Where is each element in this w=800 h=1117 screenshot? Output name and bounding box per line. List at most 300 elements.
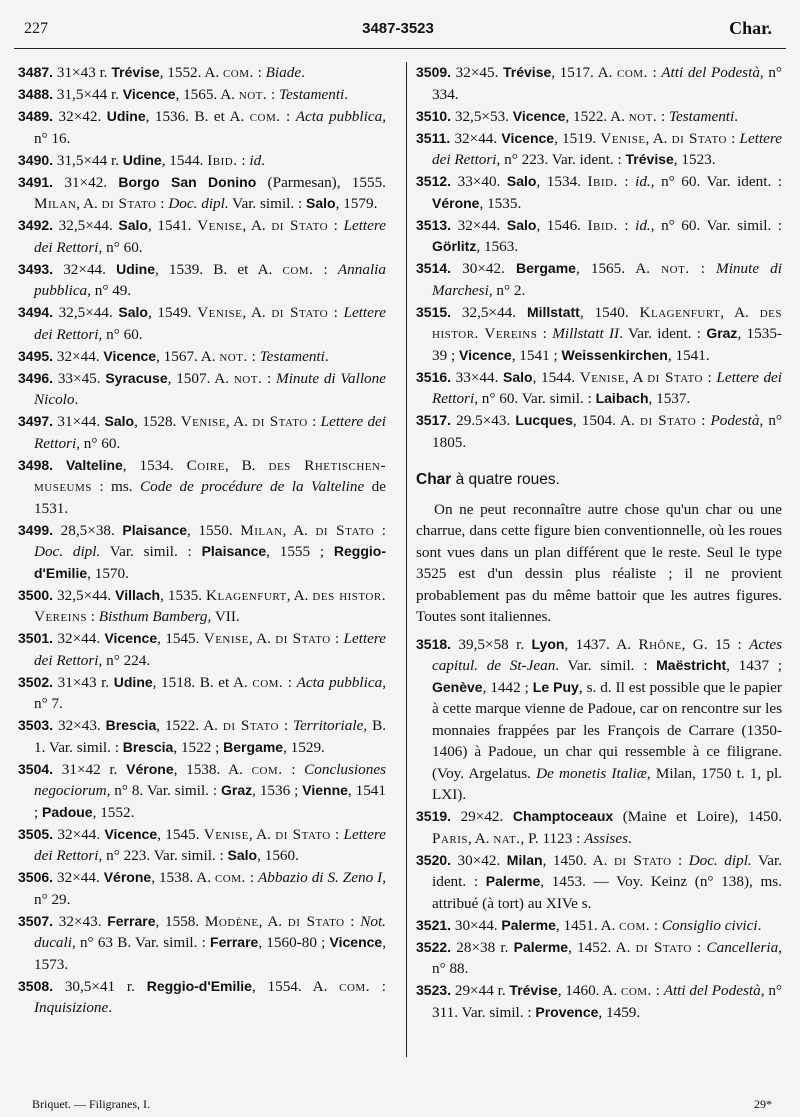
place-name: Villach: [115, 586, 161, 603]
entry-text: , 1507. A.: [167, 369, 234, 387]
left-column: [18, 62, 386, 1019]
entry-text: .: [757, 916, 762, 934]
entry-text: , n° 8. Var. simil. :: [106, 782, 222, 799]
entry-text: . Var. simil. :: [555, 657, 657, 674]
catalog-entry: [18, 84, 386, 106]
entry-text: :: [702, 368, 717, 386]
entry-text: , A: [624, 368, 648, 386]
entry-text: , n° 60. Var. simil. :: [474, 390, 596, 407]
entry-text: , P. 1123 :: [520, 829, 585, 847]
entry-text: Var. simil. :: [228, 195, 307, 212]
source-title: Testamenti: [668, 107, 735, 125]
entry-text: 32,5×44.: [58, 217, 119, 234]
place-name: Ferrare: [210, 934, 259, 950]
source-title: Millstatt II: [552, 325, 620, 342]
entry-text: :: [651, 982, 664, 999]
place-name: Maëstricht: [656, 657, 727, 673]
archive-abbrev: di Stato: [222, 717, 279, 734]
entry-text: , 1538. A.: [173, 760, 252, 778]
entry-number: 3501.: [18, 630, 54, 646]
entry-number: 3497.: [18, 413, 54, 429]
entry-text: , n° 2.: [488, 281, 526, 299]
entry-text: 32×44.: [57, 630, 105, 647]
archive-abbrev: Venise: [197, 304, 243, 321]
entry-number: 3518.: [416, 635, 452, 652]
entry-text: 30×44.: [454, 916, 502, 934]
entry-number: 3500.: [18, 586, 54, 603]
source-title: Not. ducali: [34, 912, 386, 951]
entry-number: 3513.: [416, 216, 452, 233]
entry-text: :: [726, 129, 740, 147]
entry-text: , A.: [468, 829, 494, 847]
entry-text: , n° 49.: [87, 282, 132, 299]
entry-number: 3492.: [18, 217, 54, 233]
place-name: Trévise: [509, 982, 558, 998]
entry-text: , 1442 ;: [482, 678, 533, 696]
entry-range: 3487-3523: [362, 20, 434, 37]
entry-text: , A.: [286, 586, 313, 604]
archive-abbrev: des histor. Vereins: [34, 586, 387, 625]
place-name: Salo: [506, 173, 537, 189]
entry-text: .: [344, 86, 349, 103]
entry-number: 3509.: [416, 64, 452, 80]
place-name: Laibach: [595, 390, 649, 406]
entry-text: , n° 224.: [98, 651, 151, 669]
place-name: Le Puy: [532, 678, 579, 695]
place-name: Milan: [506, 851, 543, 868]
entry-text: .: [74, 391, 79, 408]
archive-abbrev: di Stato: [275, 825, 331, 843]
source-title: Lettere dei Rettori: [34, 304, 386, 343]
entry-text: 32×44.: [454, 129, 502, 147]
entry-text: .: [261, 151, 266, 169]
archive-abbrev: com.: [214, 869, 246, 886]
place-name: Reggio-d'Emilie: [34, 543, 386, 581]
archive-abbrev: com.: [619, 916, 651, 934]
entry-text: , 1451. A.: [555, 916, 620, 934]
entry-text: , 1517. A.: [551, 64, 617, 81]
entry-number: 3488.: [18, 86, 54, 102]
archive-abbrev: Venise: [579, 368, 625, 386]
place-name: Provence: [535, 1003, 599, 1020]
entry-text: .: [301, 64, 305, 81]
source-title: Abbazio di S. Zeno I: [257, 869, 383, 886]
source-title: Podestà: [710, 412, 760, 429]
place-name: Padoue: [42, 803, 93, 820]
entry-text: 32,5×44.: [57, 586, 116, 604]
entry-number: 3506.: [18, 869, 54, 885]
archive-abbrev: Venise: [180, 413, 226, 430]
entry-text: : ms.: [91, 478, 140, 495]
catalog-entry: [416, 410, 782, 453]
catalog-entry: [18, 411, 386, 454]
archive-abbrev: di Stato: [252, 413, 308, 430]
source-title: Biade: [265, 64, 302, 81]
entry-number: 3496.: [18, 369, 54, 386]
archive-abbrev: des histor. Vereins: [432, 303, 782, 342]
entry-number: 3522.: [416, 938, 452, 955]
catalog-entry: [18, 976, 386, 1019]
entry-text: , 1535-39 ;: [432, 325, 782, 364]
archive-abbrev: com.: [621, 982, 652, 999]
entry-text: 29×42.: [460, 808, 513, 825]
entry-text: 31,5×44 r.: [56, 86, 123, 103]
place-name: Weissenkirchen: [561, 346, 668, 363]
entry-text: , 1558.: [155, 912, 205, 930]
entry-text: , 1544.: [532, 368, 580, 386]
place-name: Salo: [118, 217, 148, 233]
source-title: Lettere dei Rettori: [432, 368, 782, 407]
archive-abbrev: di Stato: [647, 368, 703, 386]
archive-abbrev: com.: [249, 108, 281, 125]
entry-text: :: [657, 107, 669, 125]
entry-number: 3516.: [416, 368, 452, 385]
entry-text: , s. d. Il est possible que le papier à cette marque vienne de Padoue, car on rencontre sur les monnaies frappées par les François de Carrare (1350-1406) à Padoue, un char qui ressemble à ce filigrane. (Voy. Argelatus.: [432, 678, 782, 782]
catalog-entry: [18, 715, 386, 758]
place-name: Lucques: [515, 412, 573, 428]
entry-text: 32×44.: [457, 216, 507, 234]
archive-abbrev: not.: [219, 347, 248, 365]
entry-text: , 1546.: [536, 216, 588, 234]
entry-text: 32×43.: [57, 717, 106, 734]
entry-text: , 1563.: [476, 238, 519, 255]
entry-number: 3503.: [18, 717, 54, 733]
entry-text: , A.: [225, 413, 253, 430]
entry-text: , A.: [720, 303, 760, 321]
entry-text: , 1544.: [161, 151, 208, 169]
entry-text: :: [537, 325, 553, 342]
archive-abbrev: com.: [616, 64, 648, 81]
right-column: [416, 62, 782, 1024]
entry-text: 32×42.: [58, 108, 107, 125]
archive-abbrev: Modène: [204, 912, 259, 930]
entry-text: :: [278, 717, 293, 734]
entry-text: , 1541 ;: [34, 782, 386, 821]
entry-number: 3505.: [18, 825, 54, 842]
entry-number: 3495.: [18, 347, 54, 364]
entry-text: 31,5×44 r.: [56, 151, 123, 169]
entry-text: , 1453. — Voy. Keinz (n° 138), ms. attribué (à tort) au XIVe s.: [432, 873, 782, 912]
place-name: Graz: [221, 782, 253, 798]
archive-abbrev: Ibid.: [587, 216, 618, 234]
entry-number: 3520.: [416, 851, 452, 868]
entry-text: 30×42.: [457, 851, 507, 869]
entry-text: 28×38 r.: [456, 938, 514, 956]
entry-text: , n° 16.: [34, 108, 386, 147]
archive-abbrev: di Stato: [275, 630, 331, 647]
entry-text: :: [691, 938, 707, 956]
place-name: Palerme: [501, 916, 556, 933]
entry-text: :: [374, 521, 387, 539]
entry-text: 29×44 r.: [454, 982, 510, 999]
entry-text: :: [282, 760, 305, 778]
source-title: Doc. dipl.: [688, 851, 752, 869]
source-title: Acta pubblica: [295, 108, 383, 125]
source-title: Acta pubblica: [296, 673, 383, 691]
entry-text: , 1560.: [257, 847, 299, 864]
place-name: Udine: [106, 108, 146, 124]
entry-text: , A.: [282, 521, 316, 539]
archive-abbrev: Ibid.: [587, 173, 618, 190]
archive-abbrev: not.: [233, 369, 263, 387]
source-title: id: [249, 151, 262, 169]
place-name: Syracuse: [105, 369, 168, 386]
entry-text: , A.: [645, 129, 672, 147]
entry-text: , A.: [76, 195, 102, 212]
entry-text: , n° 60.: [98, 325, 143, 343]
entry-number: 3523.: [416, 982, 452, 998]
entry-text: . Var. ident. :: [619, 325, 707, 342]
place-name: Plaisance: [201, 543, 267, 559]
entry-number: 3508.: [18, 977, 54, 994]
entry-text: , 1570.: [87, 564, 129, 582]
entry-text: :: [313, 260, 338, 278]
entry-text: .: [324, 347, 329, 365]
catalog-entry: [18, 259, 386, 302]
entry-text: , n° 63 B. Var. simil. :: [71, 934, 211, 951]
catalog-entry: [18, 346, 386, 368]
entry-text: 28,5×38.: [60, 521, 123, 539]
entry-text: :: [671, 851, 689, 869]
entry-text: , 1560-80 ;: [258, 934, 330, 951]
archive-abbrev: Venise: [203, 825, 249, 843]
place-name: Vicence: [122, 86, 176, 102]
catalog-entry: [18, 672, 386, 715]
entry-text: (Maine et Loire), 1450.: [613, 808, 783, 825]
place-name: Vicence: [459, 346, 512, 363]
archive-abbrev: com.: [339, 977, 370, 995]
source-title: id.: [635, 173, 651, 190]
entry-text: , G. 15 :: [681, 635, 750, 653]
entry-text: :: [86, 608, 99, 625]
subheading-rest: à quatre roues.: [451, 471, 560, 488]
entry-text: , B.: [224, 456, 269, 474]
source-title: Doc. dipl.: [168, 195, 229, 212]
archive-abbrev: Venise: [600, 129, 646, 147]
entry-text: , 1550.: [187, 521, 241, 539]
archive-abbrev: di Stato: [640, 412, 697, 429]
entry-number: 3498.: [18, 456, 54, 473]
catalog-entry: [18, 215, 386, 258]
entry-text: :: [280, 108, 296, 125]
entry-number: 3504.: [18, 760, 54, 777]
entry-text: 33×40.: [457, 173, 507, 190]
source-title: Annalia pubblica: [34, 260, 386, 299]
archive-abbrev: Klagenfurt: [639, 303, 721, 321]
entry-text: , 1554. A.: [251, 977, 340, 995]
entry-text: :: [330, 825, 344, 843]
place-name: Graz: [706, 325, 738, 341]
place-name: Vicence: [512, 107, 566, 124]
entry-text: , 1518. B. et A.: [152, 673, 253, 691]
place-name: Brescia: [105, 717, 157, 733]
entry-text: , 1504. A.: [572, 412, 640, 429]
place-name: Vérone: [432, 194, 480, 211]
entry-text: , 1549.: [148, 304, 198, 321]
entry-text: , 1450. A.: [542, 851, 614, 869]
entry-text: , 1437. A.: [564, 635, 639, 653]
entry-number: 3491.: [18, 173, 54, 190]
entry-number: 3515.: [416, 303, 452, 320]
place-name: Görlitz: [432, 238, 477, 254]
source-title: Bisthum Bamberg: [98, 608, 208, 625]
catalog-entry: [18, 759, 386, 824]
entry-text: Var. simil. :: [100, 543, 202, 560]
entry-number: 3521.: [416, 916, 452, 933]
place-name: Udine: [116, 260, 155, 277]
entry-text: :: [647, 64, 662, 81]
entry-text: :: [617, 173, 636, 190]
entry-text: , 1459.: [598, 1003, 641, 1021]
entry-text: , 1552. A.: [159, 64, 223, 81]
source-title: Atti del Podestà: [663, 982, 761, 999]
entry-text: , A.: [242, 217, 272, 234]
place-name: Brescia: [122, 738, 174, 755]
intro-paragraph: On ne peut reconnaître autre chose qu'un char ou une charrue, dans cette figure bien conventionnelle, où les roues sont vues dans un plan différent que le reste. Seul le type 3525 est d'un dessin plus réaliste ; il ne provient probablement pas du même battoir que les autres figures. Toutes sont italiennes.: [416, 500, 782, 625]
entry-text: 32,5×44.: [461, 303, 527, 321]
entry-text: , 1565. A.: [175, 86, 239, 103]
entry-text: , 1534.: [536, 173, 588, 190]
source-title: Code de procédure de la Valteline: [140, 478, 365, 495]
place-name: Palerme: [513, 938, 569, 955]
entry-text: , A.: [248, 825, 276, 843]
entry-number: 3517.: [416, 412, 452, 428]
place-name: Salo: [506, 216, 537, 233]
entry-text: de 1531.: [34, 478, 386, 517]
entry-text: , 1541.: [148, 217, 198, 234]
entry-text: , 1523.: [673, 151, 716, 168]
source-title: Actes capitul. de St-Jean: [432, 635, 782, 674]
header-rule: [14, 48, 786, 49]
entry-text: , n° 29.: [34, 869, 386, 908]
archive-abbrev: di Stato: [101, 195, 157, 212]
entry-text: :: [696, 412, 711, 429]
entry-number: 3493.: [18, 260, 54, 277]
entry-text: , A.: [258, 912, 288, 930]
place-name: Trévise: [503, 64, 552, 80]
source-title: Lettere dei Rettori: [34, 630, 386, 669]
entry-text: 32,5×53.: [454, 107, 513, 125]
entry-text: , n° 223. Var. ident. :: [496, 151, 626, 168]
place-name: Vérone: [103, 869, 152, 885]
entry-number: 3512.: [416, 173, 452, 189]
column-divider: [406, 62, 407, 1057]
source-title: Testamenti: [279, 86, 345, 103]
entry-number: 3519.: [416, 808, 452, 824]
place-name: Salo: [118, 304, 148, 320]
entry-number: 3511.: [416, 129, 451, 146]
place-name: Udine: [113, 673, 153, 690]
entry-text: , 1535.: [479, 194, 522, 212]
entry-text: , n° 60. Var. simil. :: [650, 216, 783, 234]
entry-text: :: [617, 216, 636, 234]
place-name: Lyon: [531, 635, 565, 652]
catalog-entry: [18, 106, 386, 149]
archive-abbrev: com.: [251, 760, 283, 778]
entry-text: :: [307, 413, 321, 430]
entry-text: , B. 1. Var. simil. :: [34, 717, 386, 756]
entry-text: , 1538. A.: [151, 869, 215, 886]
place-name: Vienne: [302, 782, 348, 798]
place-name: Palerme: [485, 873, 541, 889]
place-name: Borgo San Donino: [118, 173, 257, 190]
source-title: Conclusiones negociorum: [34, 760, 386, 799]
entry-text: , 1452. A.: [568, 938, 636, 956]
entry-number: 3487.: [18, 64, 54, 80]
place-name: Vicence: [103, 347, 157, 364]
entry-text: , 1539. B. et A.: [154, 260, 283, 278]
source-title: Assises: [584, 829, 628, 847]
entry-text: , n° 60.: [98, 238, 143, 256]
catalog-entry: [18, 455, 386, 520]
entry-text: :: [262, 369, 277, 387]
archive-abbrev: Milan: [240, 521, 283, 539]
catalog-entry: [18, 628, 386, 671]
entry-text: 32×43.: [58, 912, 108, 930]
entry-number: 3502.: [18, 673, 54, 690]
source-title: Atti del Podestà: [661, 64, 760, 81]
entry-text: , 1565. A.: [575, 260, 662, 277]
archive-abbrev: di Stato: [271, 304, 329, 321]
entry-text: :: [328, 217, 344, 234]
place-name: Salo: [227, 847, 258, 863]
entry-number: 3499.: [18, 521, 54, 538]
archive-abbrev: Milan: [34, 195, 77, 212]
entry-text: 30,5×41 r.: [64, 977, 147, 995]
entry-text: :: [328, 304, 344, 321]
place-name: Vicence: [104, 825, 158, 842]
catalog-entry: [18, 302, 386, 345]
entry-text: 30×42.: [462, 260, 517, 277]
entry-text: :: [267, 86, 279, 103]
catalog-entry: [416, 937, 782, 980]
catalog-entry: [18, 520, 386, 585]
entry-number: 3514.: [416, 260, 452, 276]
entry-text: :: [330, 630, 344, 647]
entry-text: 31×42 r.: [61, 760, 127, 778]
footer-citation: Briquet. — Filigranes, I.: [32, 1097, 150, 1111]
source-title: Lettere dei Rettori: [34, 413, 386, 452]
entry-text: .: [108, 999, 113, 1016]
archive-abbrev: des Rhetischen-museums: [34, 456, 387, 495]
entry-text: , VII.: [207, 608, 240, 625]
entry-text: , 1460. A.: [557, 982, 621, 999]
catalog-entry: [416, 258, 782, 301]
entry-text: 33×45.: [57, 369, 106, 387]
catalog-entry: [416, 850, 782, 915]
entry-text: , 1519.: [554, 129, 601, 147]
entry-text: , n° 7.: [34, 673, 386, 712]
entry-text: , 1541 ;: [511, 346, 562, 364]
entry-text: .: [628, 829, 632, 847]
entry-text: , 1522. A.: [156, 717, 223, 734]
entry-text: :: [344, 912, 361, 930]
archive-abbrev: nat.: [493, 829, 521, 847]
entry-text: , 1579.: [335, 195, 378, 212]
source-title: Lettere dei Rettori: [34, 825, 386, 864]
archive-abbrev: not.: [238, 86, 268, 103]
entry-text: :: [370, 977, 386, 995]
source-title: Minute di Vallone Nicolo: [34, 369, 386, 408]
entry-text: :: [650, 916, 662, 934]
entry-text: , 1541.: [667, 346, 710, 364]
place-name: Reggio-d'Emilie: [146, 977, 252, 994]
archive-abbrev: Coire: [186, 456, 225, 474]
catalog-entry: [416, 302, 782, 367]
entry-text: , n° 60. Var. ident. :: [650, 173, 783, 190]
catalog-entry: [416, 367, 782, 410]
archive-abbrev: di Stato: [315, 521, 375, 539]
